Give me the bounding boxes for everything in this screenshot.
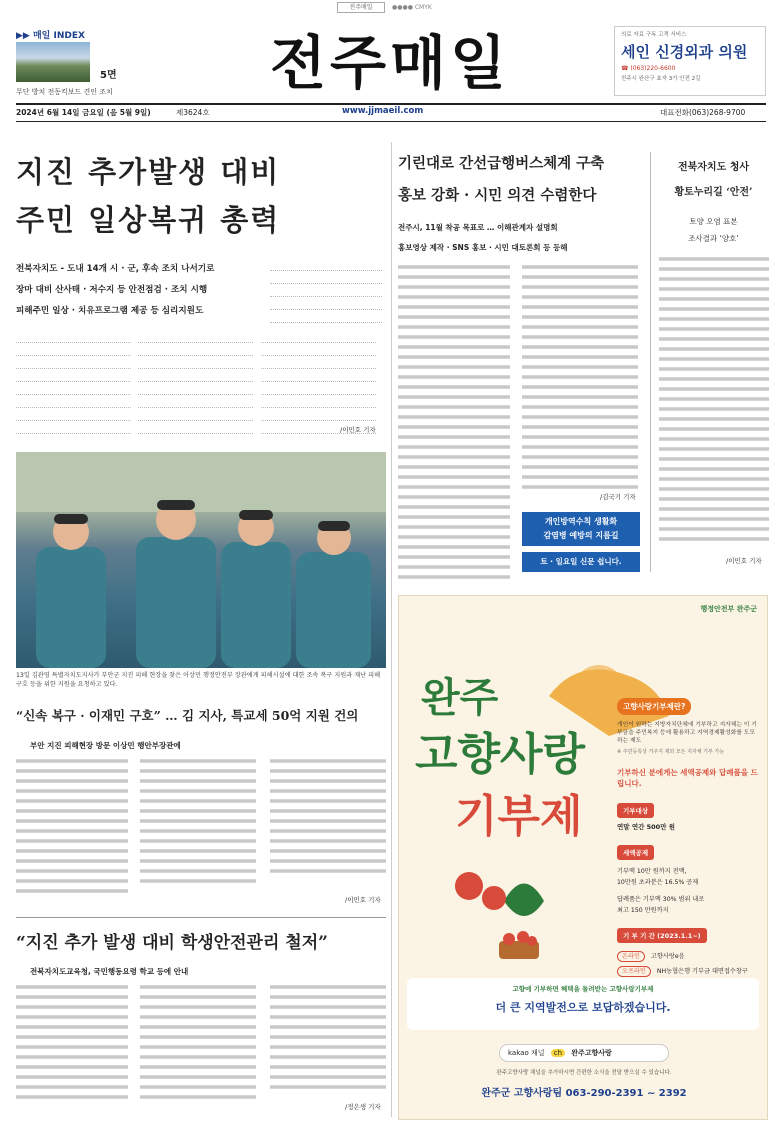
ad-gift-2: 최고 150 만원까지: [617, 907, 669, 914]
lead-photo-caption: 13일 김관영 특별자치도지사가 부안군 지진 피해 현장을 찾은 이상민 행정안전부 장관에게 피해시설에 대한 조속 복구 지원과 재난 피해 구호 등을 위한 지원을 요청하고 있다.: [16, 672, 381, 688]
masthead-rule-bottom: [16, 121, 766, 122]
top-tag: 전주매일: [337, 2, 385, 13]
apple-icon: [455, 872, 483, 900]
sidebar-headline-1: 전북자치도 청사: [677, 162, 750, 173]
ad-title-1: 완주: [421, 674, 499, 721]
ad-slogan-2: 더 큰 지역발전으로 보답하겠습니다.: [495, 1001, 671, 1014]
story2-subhead: 부안 지진 피해현장 방문 이상민 행안부장관에: [30, 741, 181, 750]
masthead-rule: [16, 103, 766, 105]
ad-tax-label: 세액공제: [617, 845, 654, 860]
story3-rule: [16, 917, 386, 918]
lead-body-col-4: [270, 262, 382, 342]
lead-body-col-3: [261, 334, 376, 458]
lead-sub-3: 피해주민 일상 · 치유프로그램 제공 등 심리지원도: [16, 306, 204, 316]
brt-box-2: 감염병 예방의 지름길: [543, 531, 619, 540]
ad-q-title: 고향사랑기부제란?: [617, 698, 691, 715]
hometown-donation-ad: [398, 595, 768, 1120]
website-link[interactable]: www.jjmaeil.com: [342, 106, 424, 116]
lead-sub-2: 장마 대비 산사태 · 저수지 등 안전점검 · 조치 시행: [16, 285, 208, 295]
story3-body: [16, 982, 386, 1114]
ad-target-label: 기부대상: [617, 803, 654, 818]
ad-q-note: ※ 주민등록상 거주지 제외 모든 지자체 기부 가능: [617, 749, 725, 755]
brt-headline-2: 홍보 강화 · 시민 의견 수렴한다: [398, 187, 597, 204]
brt-box-weekend: 토 · 일요일 신문 쉽니다.: [522, 552, 640, 572]
sidebar-sub-1: 토양 오염 표본: [689, 217, 738, 226]
ad-top-addr: 전주시 완산구 효자 3가 안전 2길: [621, 76, 701, 82]
ad-offline-label: 오프라인: [617, 966, 651, 977]
sidebar-headline-2: 황토누리길 ‘안전’: [674, 187, 753, 198]
ad-kakao-bar[interactable]: [499, 1044, 669, 1062]
brt-box-health: [522, 512, 640, 546]
lead-headline-2: 주민 일상복귀 총력: [16, 203, 281, 237]
ad-contact: 완주군 고향사랑팀 063-290-2391 ~ 2392: [481, 1088, 687, 1099]
story2-body: [16, 756, 386, 908]
basket-icon: [499, 931, 539, 959]
lead-headline-1: 지진 추가발생 대비: [16, 155, 281, 189]
column-divider-left: [391, 142, 392, 1117]
ad-footer-note: 완주고향사랑 채널을 추가하시면 간편한 소식을 전달 받으실 수 있습니다.: [496, 1070, 672, 1076]
sidebar-box: [650, 152, 768, 572]
ad-tax-1: 기부액 10만 원까지 전액,: [617, 868, 687, 875]
story2-headline: “신속 복구 · 이재민 구호” … 김 지사, 특교세 50억 지원 건의: [16, 708, 359, 723]
sidebar-byline: /이민호 기자: [726, 557, 762, 565]
sidebar-text-lines: [659, 254, 769, 554]
lead-sub-1: 전북자치도 - 도내 14개 시 · 군, 후속 조치 나서기로: [16, 264, 215, 274]
lead-body-col-2: [138, 334, 253, 458]
issue-no: 제3624호: [176, 108, 210, 117]
ad-offline-text: NH농협은행 기부금 대면접수창구: [656, 968, 748, 975]
ad-gift-1: 답례품은 기부액 30% 범위 내로: [617, 896, 705, 903]
ad-top-tag: 의료 자료 구독 고객 서비스: [621, 32, 687, 38]
ad-title-2: 고향사랑: [415, 729, 586, 780]
ad-sponsors: 행정안전부 완주군: [700, 605, 757, 613]
ad-online-text: 고향사랑e음: [650, 953, 685, 960]
ad-target-text: 연말 연간 500만 원: [617, 823, 676, 831]
brt-box-1: 개인방역수칙 생활화: [544, 517, 618, 526]
brt-headline-1: 기린대로 간선급행버스체계 구축: [398, 155, 605, 172]
ad-slogan-1: 고향에 기부하면 혜택을 돌려받는 고향사랑기부제: [512, 985, 654, 993]
story3-text-lines: [16, 982, 386, 1112]
story3-subhead: 전북자치도교육청, 국민행동요령 학교 등에 안내: [30, 967, 189, 976]
brt-byline: /김국기 기자: [600, 493, 636, 501]
ad-top-seine: [614, 26, 766, 96]
kakao-label: kakao 채널: [508, 1049, 545, 1057]
apple-icon-2: [482, 886, 506, 910]
ad-highlight: 기부하신 분에게는 세액공제와 답례품을 드립니다.: [617, 768, 758, 788]
kakao-channel-name: 완주고향사랑: [571, 1049, 612, 1057]
ad-online-label: 온라인: [617, 951, 645, 962]
phone-line: 대표전화(063)268-9700: [660, 108, 746, 117]
date-line: 2024년 6월 14일 금요일 (음 5월 9일): [16, 108, 151, 117]
ad-slogan-box: [407, 978, 759, 1030]
ad-tax-2: 10만원 초과분은 16.5% 공제: [617, 879, 699, 886]
sidebar-sub-2: 조사결과 ‘양호’: [688, 234, 739, 243]
story2-byline: /이민호 기자: [345, 896, 381, 904]
story3-headline: “지진 추가 발생 대비 학생안전관리 철저”: [16, 933, 328, 953]
ad-top-phone: ☎ (063)220-6600: [621, 65, 676, 72]
leaf-icon: [504, 884, 544, 917]
ad-q-body: 개인이 원하는 지방자치단체에 기부하고 지자체는 이 기부금을 주민복지 등에 활용하고 지역경제활성화를 도모하는 제도: [617, 722, 757, 744]
paper-name: 전주매일: [269, 29, 511, 97]
ad-title-3: 기부제: [455, 791, 583, 842]
ad-period: 기 부 기 간 (2023.1.1~): [617, 928, 707, 943]
color-registration-icon: ●●●● CMYK: [392, 4, 432, 11]
ad-top-brand: 세인 신경외과 의원: [621, 43, 748, 61]
index-thumbnail: [16, 42, 90, 82]
index-label: ▶▶ 매일 INDEX: [16, 31, 85, 41]
lead-body-col-1: [16, 334, 131, 458]
lead-byline: /이민호 기자: [340, 426, 376, 434]
story3-byline: /정은생 기자: [345, 1103, 381, 1111]
brt-sub-2: 홍보영상 제작 · SNS 홍보 · 시민 대토론회 등 등해: [398, 243, 568, 252]
story2-text-lines: [16, 756, 386, 906]
kakao-channel-icon: ch: [551, 1049, 565, 1057]
brt-sub-1: 전주시, 11월 착공 목표로 … 이해관계자 설명회: [398, 223, 558, 232]
index-page: 5면: [100, 70, 117, 81]
officials-illustration: [16, 452, 386, 668]
index-desc: 무단 방치 전동킥보드 견인 조치: [16, 88, 113, 96]
lead-photo: [16, 452, 386, 668]
